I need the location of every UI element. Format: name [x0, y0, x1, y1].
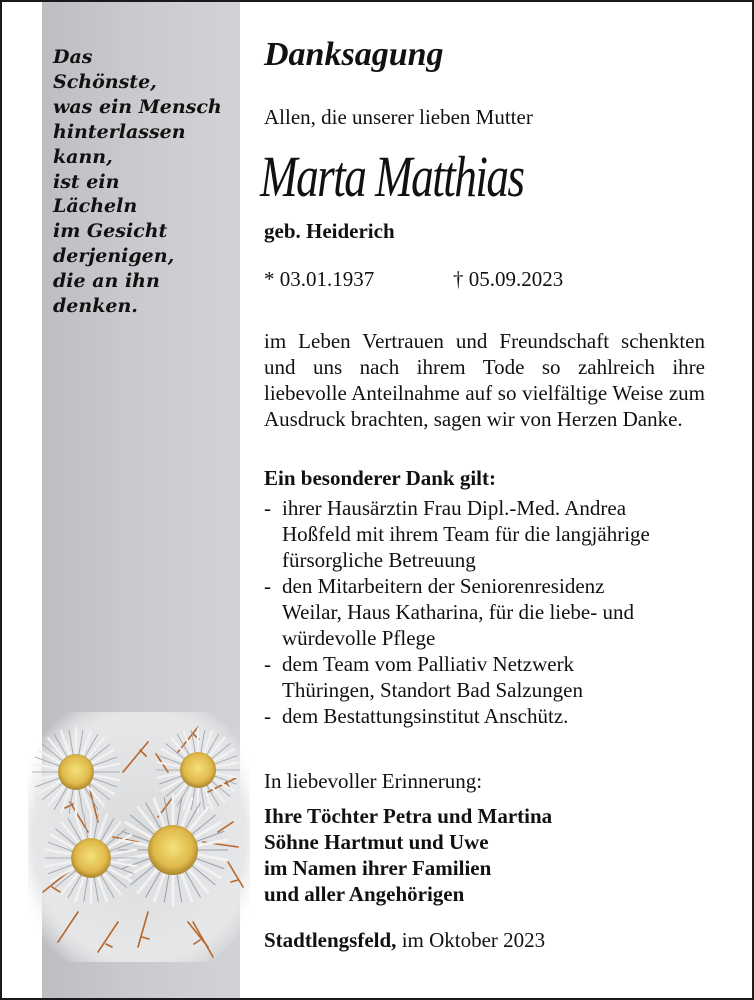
birth-date: * 03.01.1937 [264, 267, 375, 291]
list-item-line: dem Team vom Palliativ Netzwerk [282, 652, 575, 676]
date: im Oktober 2023 [401, 928, 546, 952]
place-date [264, 928, 545, 953]
quote-line: Das [53, 46, 93, 68]
quote-line: hinterlassen [53, 120, 186, 143]
closing-text: In liebevoller Erinnerung: [264, 769, 483, 793]
signer-line: im Namen ihrer Familien [264, 856, 492, 880]
dash-bullet: - [264, 496, 271, 520]
dash-bullet: - [264, 574, 271, 598]
list-item-line: den Mitarbeitern der Seniorenresidenz [282, 574, 605, 598]
special-thanks-heading: Ein besonderer Dank gilt: [264, 466, 497, 490]
intro-text: Allen, die unserer lieben Mutter [264, 105, 533, 129]
signer-line: und aller Angehörigen [264, 882, 465, 906]
quote-line: ist ein [53, 170, 120, 193]
list-item-line: Hoßfeld mit ihrem Team für die langjährige [282, 522, 650, 546]
quote-line: kann, [53, 145, 113, 168]
quote-line: im Gesicht [53, 220, 168, 243]
list-item-line: dem Bestattungsinstitut Anschütz. [282, 704, 569, 728]
signers-block [264, 803, 552, 907]
page-title: Danksagung [264, 36, 444, 73]
deceased-name: Marta Matthias [260, 144, 524, 209]
thanks-paragraph: im Leben Vertrauen und Freundschaft schenkten und uns nach ihrem Tode so zahlreich ihre liebevolle Anteilnahme auf so vielfältige Weise zum Ausdruck brachten, sagen wir von Herzen Danke. [264, 329, 705, 431]
list-item-line: ihrer Hausärztin Frau Dipl.-Med. Andrea [282, 496, 627, 520]
quote-line: denken. [53, 295, 138, 318]
list-item-line: würdevolle Pflege [282, 626, 436, 650]
list-item [264, 495, 724, 573]
thistle-flowers-photo [28, 712, 250, 962]
signer-line: Ihre Töchter Petra und Martina [264, 804, 553, 828]
special-thanks-list [264, 495, 724, 729]
maiden-name: geb. Heiderich [264, 219, 395, 243]
memorial-quote [53, 45, 222, 319]
death-date: † 05.09.2023 [453, 267, 564, 291]
list-item-line: Weilar, Haus Katharina, für die liebe- und [282, 600, 634, 624]
list-item-line: fürsorgliche Betreuung [282, 548, 476, 572]
list-item [264, 573, 724, 651]
quote-line: Lächeln [53, 195, 138, 218]
dash-bullet: - [264, 704, 271, 728]
quote-line: derjenigen, [53, 245, 175, 268]
quote-line: die an ihn [53, 270, 160, 293]
signer-line: Söhne Hartmut und Uwe [264, 830, 489, 854]
list-item [264, 703, 724, 729]
dash-bullet: - [264, 652, 271, 676]
list-item-line: Thüringen, Standort Bad Salzungen [282, 678, 583, 702]
quote-line: was ein Mensch [53, 95, 222, 118]
place: Stadtlengsfeld, [264, 928, 397, 952]
quote-line: Schönste, [53, 70, 157, 93]
list-item [264, 651, 724, 703]
